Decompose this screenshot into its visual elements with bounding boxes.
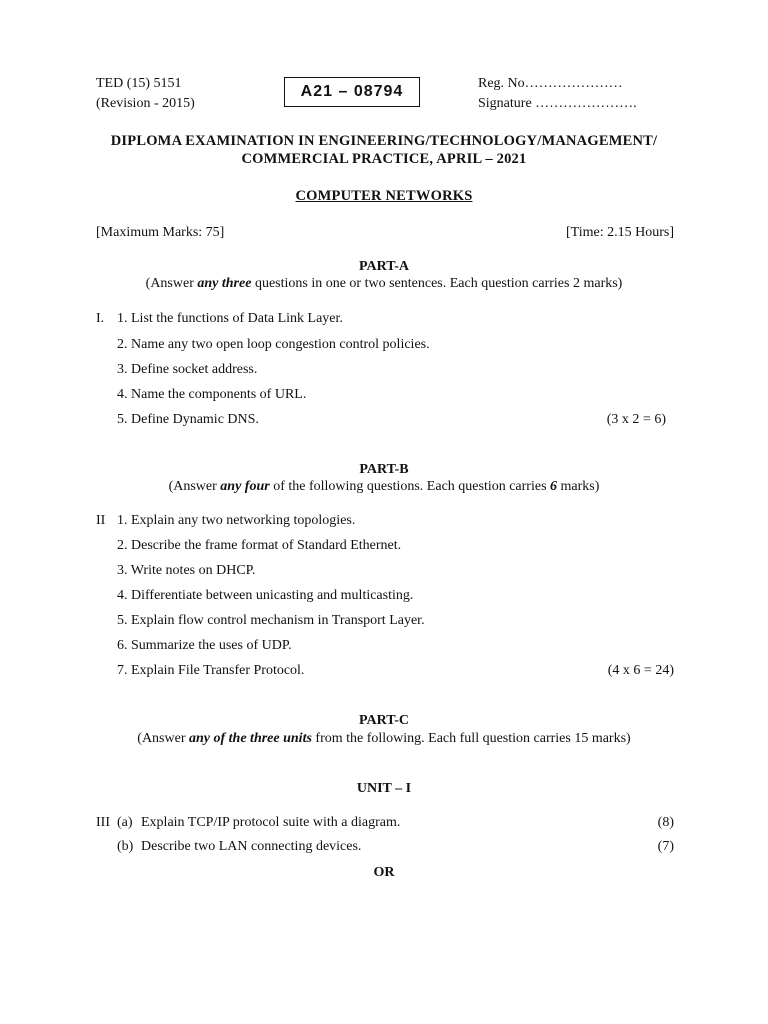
- signature-field: Signature ………………….: [478, 96, 637, 111]
- question-a3: 3. Define socket address.: [117, 362, 258, 377]
- paper-code-box: [284, 77, 420, 107]
- question-c1-marks: (8): [657, 815, 674, 830]
- part-a-roman: I.: [96, 311, 105, 326]
- paper-code: A21 – 08794: [300, 83, 404, 100]
- question-a2: 2. Name any two open loop congestion control policies.: [117, 337, 430, 352]
- question-c2-label: (b): [117, 839, 134, 854]
- part-c-heading: PART-C: [358, 713, 410, 728]
- part-a-heading: PART-A: [358, 259, 410, 274]
- part-c-instructions: (Answer any of the three units from the following. Each full question carries 15 marks): [137, 731, 631, 746]
- part-a-instructions: (Answer any three questions in one or two sentences. Each question carries 2 marks): [145, 276, 623, 291]
- question-b6: 6. Summarize the uses of UDP.: [117, 638, 292, 653]
- question-c2-marks: (7): [657, 839, 674, 854]
- exam-title-line1: DIPLOMA EXAMINATION IN ENGINEERING/TECHNOLOGY/MANAGEMENT/: [110, 133, 658, 149]
- part-b-marks: (4 x 6 = 24): [607, 663, 674, 678]
- time-allowed: [Time: 2.15 Hours]: [566, 225, 674, 240]
- reg-no-field: Reg. No…………………: [478, 76, 623, 91]
- exam-title-line2: COMMERCIAL PRACTICE, APRIL – 2021: [241, 151, 527, 167]
- question-a5: 5. Define Dynamic DNS.: [117, 412, 259, 427]
- question-b4: 4. Differentiate between unicasting and multicasting.: [117, 588, 414, 603]
- question-a1: 1. List the functions of Data Link Layer.: [117, 311, 343, 326]
- question-b2: 2. Describe the frame format of Standard Ethernet.: [117, 538, 402, 553]
- question-c1-label: (a): [117, 815, 133, 830]
- part-b-heading: PART-B: [359, 462, 409, 477]
- revision: (Revision - 2015): [96, 96, 195, 111]
- part-b-instructions: (Answer any four of the following questions. Each question carries 6 marks): [168, 479, 600, 494]
- part-c-roman: III: [96, 815, 110, 830]
- max-marks: [Maximum Marks: 75]: [96, 225, 225, 240]
- question-c2: Describe two LAN connecting devices.: [141, 839, 362, 854]
- unit-heading: UNIT – I: [356, 781, 412, 796]
- part-a-marks: (3 x 2 = 6): [606, 412, 666, 427]
- question-b7: 7. Explain File Transfer Protocol.: [117, 663, 305, 678]
- question-b5: 5. Explain flow control mechanism in Transport Layer.: [117, 613, 425, 628]
- question-c1: Explain TCP/IP protocol suite with a diagram.: [141, 815, 401, 830]
- subject-title: COMPUTER NETWORKS: [295, 188, 473, 204]
- question-b3: 3. Write notes on DHCP.: [117, 563, 256, 578]
- part-b-roman: II: [96, 513, 106, 528]
- course-code: TED (15) 5151: [96, 76, 182, 91]
- question-a4: 4. Name the components of URL.: [117, 387, 307, 402]
- or-separator: OR: [373, 865, 395, 880]
- question-b1: 1. Explain any two networking topologies.: [117, 513, 356, 528]
